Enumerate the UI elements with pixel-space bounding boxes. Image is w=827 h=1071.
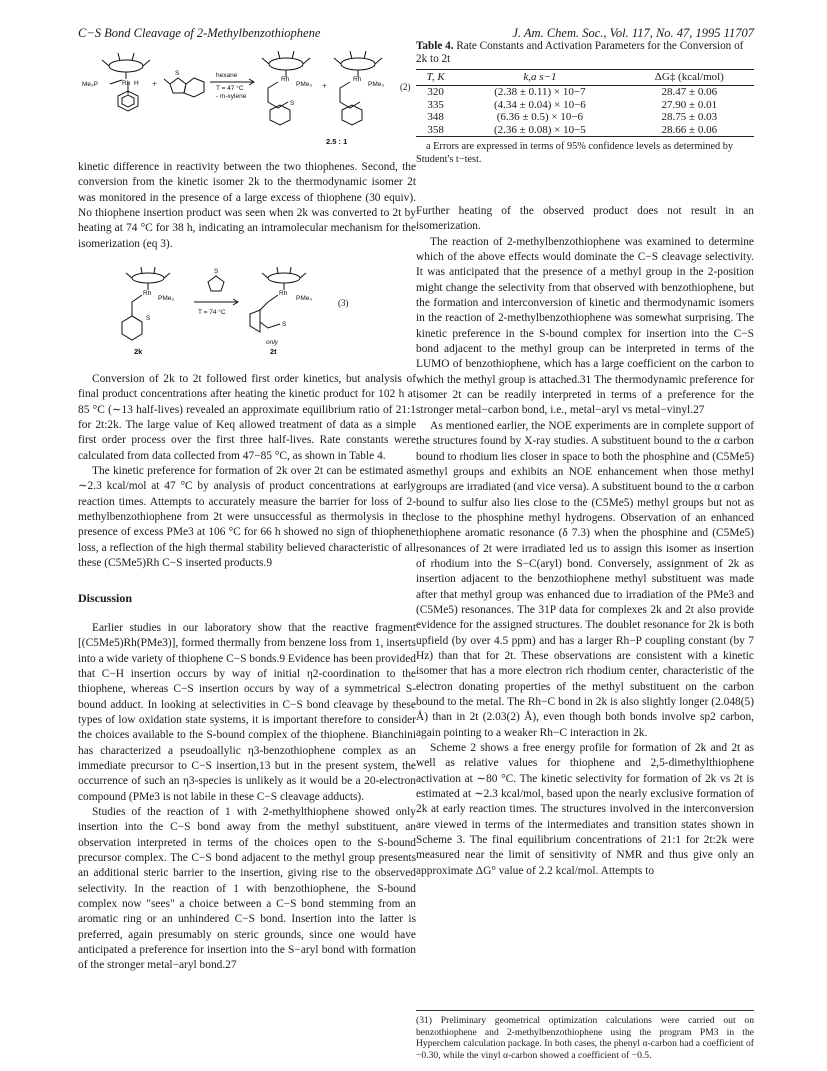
plus-sign-1: + [152,79,158,89]
condition-byproduct: - m-xylene [216,93,247,100]
label-pme3-2k: PMe₃ [368,81,385,88]
column-header-rate: k,a s−1 [523,71,557,83]
cell-rate: (2.38 ± 0.11) × 10−7 [494,86,586,98]
label-pme3-2k: PMe₃ [158,295,175,302]
thiophene-drawing [208,276,224,291]
table-caption [416,40,754,66]
left-column-bottom [78,372,416,974]
scheme-eq2 [78,44,416,156]
column-header-activation: ΔG‡ (kcal/mol) [654,71,724,83]
label-rh: Rh [122,80,131,87]
cell-activation: 27.90 ± 0.01 [661,98,718,111]
label-s-2t: S [290,100,295,107]
rate-constants-table [416,69,754,137]
cell-temperature: 335 [427,98,444,111]
journal-line: J. Am. Chem. Soc., Vol. 117, No. 47, 1995 11707 [512,26,754,40]
table-caption-label: Table 4. [416,40,454,52]
condition-solvent: hexane [216,72,238,79]
table-footnote: a Errors are expressed in terms of 95% confidence levels as determined by Student's t−test. [416,141,734,165]
paragraph: Conversion of 2k to 2t followed first order kinetics, but analysis of final product concentrations after heating the kinetic product for 102 h at 85 °C (∼13 half-lives) revealed an approximate equilibrium ratio of 21:1 for 2t:2k. The large value of Keq allowed treatment of data as a simple first order process over the first three half-lives. Rate constants were calculated from data collected from 47−85 °C, as shown in Table 4. [78,373,416,462]
label-rh-2t: Rh [281,76,290,83]
left-column-top [78,160,416,252]
label-only: only [266,339,278,346]
footnote-31: (31) Preliminary geometrical optimization calculations were carried out on benzothiophene and 2-methylbenzothiophene using the program PM3 in the Hyperchem calculation package. In both cases, the phenyl α-carbon had a coefficient of −0.30, while the vinyl α-carbon showed a coefficient of −0.5. [416,1015,754,1061]
table-row [416,124,754,137]
label-s-thiophene: S [214,268,219,275]
label-rh-2t: Rh [279,290,288,297]
right-column [416,204,754,879]
condition-temperature-eq3: T = 74 °C [198,309,226,316]
product-2k-drawing [334,51,385,125]
reaction-arrow-eq3 [194,299,238,305]
running-title: C−S Bond Cleavage of 2-Methylbenzothiophene [78,26,321,40]
paragraph: As mentioned earlier, the NOE experiments are in complete support of the structures found by X-ray studies. A substituent bound to the α carbon bound to rhodium lies closer in space to both the phosphine and (C5Me5) methyl groups and exhibits an NOE enhancement when those methyl groups are irradiated (and vice versa). A substituent bound to the α carbon bound to sulfur also lies close to the (C5Me5) methyl groups but not as close to the phosphine methyl hydrogens. Observation of an enhanced thiophene aromatic resonance (δ 7.3) when the phosphine and (C5Me5) resonances of 2t were irradiated led us to assign this isomer as insertion of rhodium into the S−C(aryl) bond. Conversely, assignment of 2k as insertion adjacent to the benzothiophene methyl substituent was made after that methyl group was enhanced due to irradiation of the PMe3 and (C5Me5) resonances. The 31P data for complexes 2k and 2t also provide evidence for the assigned structures. The doublet resonance for 2k is both upfield (by over 4.5 ppm) and has a larger Rh−P coupling constant (by 7 Hz) than that for 2t. These observations are consistent with a kinetic isomer that has a more electron rich rhodium center, characteristic of the electron donating properties of the methyl substituent on the carbon bound to the metal. The Rh−C bond in 2k is also slightly longer (2.048(5) Å) than in 2t (2.03(2) Å), even though both bonds involve sp2 carbon, again pointing to a weaker Rh−C interaction in 2k. [416,419,754,739]
cell-rate: (4.34 ± 0.04) × 10−6 [494,98,586,111]
product-2t-drawing [262,51,313,125]
paragraph: The reaction of 2-methylbenzothiophene was examined to determine which of the above effects would dominate the C−S cleavage selectivity. It was anticipated that the presence of a methyl group in the 2-position might change the selectivity from that observed with benzothiophene, but the formation and interconversion of kinetic and thermodynamic isomers in the reaction of 2-methylbenzothiophene was somewhat surprising. The kinetic preference in the S-bound complex for insertion into the C−S bond adjacent to the methyl group can be interpreted in terms of the LUMO of benzothiophene, which has a large coefficient on the carbon to which the methyl group is attached.31 The thermodynamic preference for isomer 2t can be readily interpreted in terms of a preference for the stronger metal−carbon bond, i.e., metal−aryl vs metal−vinyl.27 [416,235,754,417]
cell-rate: (6.36 ± 0.5) × 10−6 [496,111,584,123]
section-heading-discussion: Discussion [78,591,133,606]
cell-rate: (2.36 ± 0.08) × 10−5 [494,123,586,136]
paragraph: Studies of the reaction of 1 with 2-methylthiophene showed only insertion into the C−S bond away from the methyl substituent, an observation interpreted in terms of the choices open to the S-bound precursor complex. The C−S bond adjacent to the methyl group presents an additional steric barrier to the insertion, giving rise to the observed selectivity. In the reaction of 1 with benzothiophene, the S-bound complex now "sees" a choice between a C−S bond stemming from an aromatic ring or an unhindered C−S bond. Insertion into the latter is preferred, again presumably on steric grounds, since one would have anticipated a preference for insertion into the S−aryl bond with formation of the stronger metal−aryl bond.27 [78,805,416,972]
methylbenzothiophene-drawing [164,78,204,97]
label-s-2t: S [282,321,287,328]
condition-temperature: T = 47 °C [216,85,244,92]
cell-temperature: 358 [427,123,444,136]
label-me3p: Me₃P [82,81,99,88]
label-s-reactant: S [175,70,180,77]
plus-sign-2: + [322,81,328,91]
paragraph: Further heating of the observed product does not result in an isomerization. [416,205,754,233]
scheme-eq3 [110,262,410,362]
eq-number-2: (2) [400,82,411,92]
label-pme3-2t: PMe₃ [296,81,313,88]
label-s-2k: S [146,315,151,322]
compound-label-2k: 2k [134,347,143,356]
footnote-rule [416,1010,754,1011]
table-row [416,111,754,124]
compound-label-2t: 2t [270,347,277,356]
column-header-temperature: T, K [426,71,445,83]
cell-activation: 28.47 ± 0.06 [661,86,718,98]
label-rh-2k: Rh [143,290,152,297]
paragraph: kinetic difference in reactivity between the two thiophenes. Second, the conversion from the kinetic isomer 2k to the thermodynamic isomer 2t was monitored in the presence of a large excess of thiophene (30 equiv). No thiophene insertion product was seen when 2k was converted to 2t by heating at 74 °C for 38 h, indicating an intramolecular mechanism for the isomerization (eq 3). [78,161,416,250]
label-pme3-2t: PMe₃ [296,295,313,302]
cell-temperature: 320 [427,86,444,98]
cell-activation: 28.75 ± 0.03 [661,111,718,123]
paragraph: Scheme 2 shows a free energy profile for formation of 2k and 2t as well as relative values for thiophene and 2,5-dimethylthiophene activation at ∼80 °C. The kinetic selectivity for formation of 2k vs 2t is estimated at ∼2.3 kcal/mol, based upon the nearly exclusive formation of 2k at early reaction times. The structures involved in the interconversion are viewed in terms of the intermediates and transition states shown in Scheme 3. The final equilibrium concentrations of 21:1 for 2t:2k were measured near the limit of sensitivity of NMR and thus give only an approximate ΔG° value of 2.2 kcal/mol. Attempts to [416,742,754,877]
table-row [416,99,754,112]
cell-temperature: 348 [427,111,444,123]
table-row [416,86,754,99]
product-ratio: 2.5 : 1 [326,137,348,146]
label-rh-2k: Rh [353,76,362,83]
table-caption-text: Rate Constants and Activation Parameters for the Conversion of 2k to 2t [416,40,744,65]
label-h: H [134,80,139,87]
paragraph: Earlier studies in our laboratory show that the reactive fragment [(C5Me5)Rh(PMe3)], formed thermally from benzene loss from 1, inserts into a wide variety of thiophene C−S bonds.9 Evidence has been provided that C−H insertion occurs by way of initial η2-coordination to the thiophene, whereas C−S insertion occurs by way of a symmetrical S-bound adduct. In looking at selectivities in C−S bond cleavage by these types of low oxidation state systems, it is important therefore to consider the choices available to the S-bound complex of the thiophene. Bianchini has characterized a pseudoallylic η3-benzothiophene complex as an immediate precursor to C−S insertion,13 but in the present system, the occurrence of such an η3-species is unlikely as it would be a 20-electron compound (PMe3 is not labile in these C−S cleavage adducts). [78,621,416,803]
paragraph: The kinetic preference for formation of 2k over 2t can be estimated as ∼2.3 kcal/mol at 47 °C by analysis of product concentrations at early reaction times. Attempts to accurately measure the barrier for loss of 2-methylbenzothiophene from 2t were unsuccessful as thermolysis in the presence of excess PMe3 at 106 °C for 66 h showed no sign of thiophene loss, a reflection of the high thermal stability believed characteristic of all these (C5Me5)Rh C−S inserted products.9 [78,465,416,570]
table-4 [416,40,754,166]
cell-activation: 28.66 ± 0.06 [661,123,718,136]
eq-number-3: (3) [338,298,349,308]
compound-2k-drawing [122,267,170,340]
